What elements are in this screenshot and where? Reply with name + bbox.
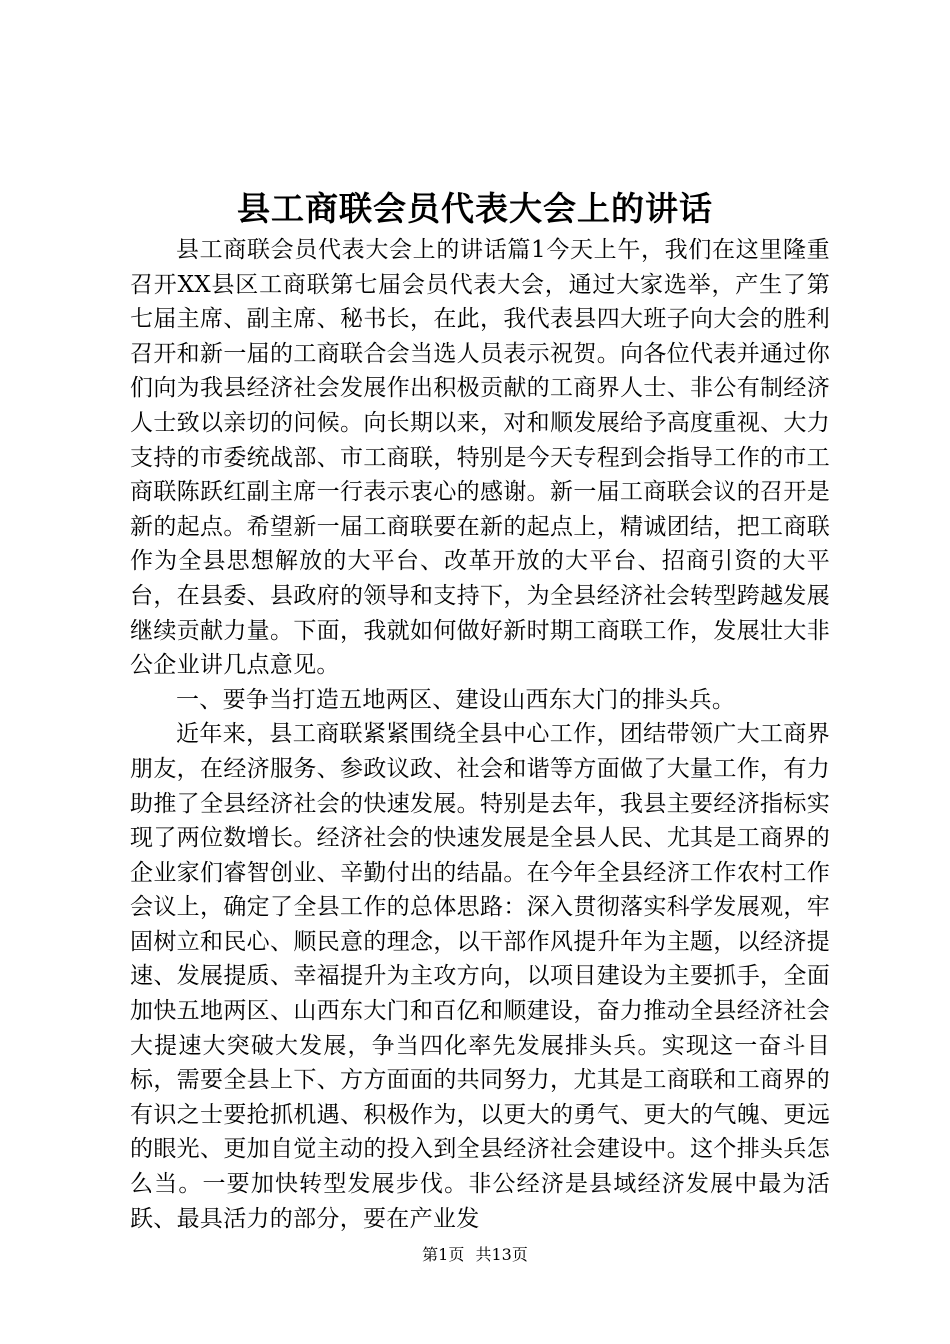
paragraph-heading-one: 一、要争当打造五地两区、建设山西东大门的排头兵。: [176, 686, 736, 713]
document-title: 县工商联会员代表大会上的讲话: [237, 189, 713, 228]
page-total: 共13页: [475, 1245, 528, 1264]
paragraph-intro: 县工商联会员代表大会上的讲话篇1今天上午，我们在这里隆重召开XX县区工商联第七届会员代表大会，通过大家选举，产生了第七届主席、副主席、秘书长，在此，我代表县四大班子向大会的胜利召开和新一届的工商联合会当选人员表示祝贺。向各位代表并通过你们向为我县经济社会发展作出积极贡献的工商界人士、非公有制经济人士致以亲切的问候。向长期以来，对和顺发展给予高度重视、大力支持的市委统战部、市工商联，特别是今天专程到会指导工作的市工商联陈跃红副主席一行表示衷心的感谢。新一届工商联会议的召开是新的起点。希望新一届工商联要在新的起点上，精诚团结，把工商联作为全县思想解放的大平台、改革开放的大平台、招商引资的大平台，在县委、县政府的领导和支持下，为全县经济社会转型跨越发展继续贡献力量。下面，我就如何做好新时期工商联工作，发展壮大非公企业讲几点意见。: [130, 237, 830, 679]
page-footer: [0, 1243, 950, 1267]
paragraph-recent-years: 近年来，县工商联紧紧围绕全县中心工作，团结带领广大工商界朋友，在经济服务、参政议政、社会和谐等方面做了大量工作，有力助推了全县经济社会的快速发展。特别是去年，我县主要经济指标实现了两位数增长。经济社会的快速发展是全县人民、尤其是工商界的企业家们睿智创业、辛勤付出的结晶。在今年全县经济工作农村工作会议上，确定了全县工作的总体思路：深入贯彻落实科学发展观，牢固树立和民心、顺民意的理念，以干部作风提升年为主题，以经济提速、发展提质、幸福提升为主攻方向，以项目建设为主要抓手，全面加快五地两区、山西东大门和百亿和顺建设，奋力推动全县经济社会大提速大突破大发展，争当四化率先发展排头兵。实现这一奋斗目标，需要全县上下、方方面面的共同努力，尤其是工商联和工商界的有识之士要抢抓机遇、积极作为，以更大的勇气、更大的气魄、更远的眼光、更加自觉主动的投入到全县经济社会建设中。这个排头兵怎么当。一要加快转型发展步伐。非公经济是县域经济发展中最为活跃、最具活力的部分，要在产业发: [130, 721, 830, 1232]
document-body: [130, 233, 830, 1236]
page-number: 第1页: [422, 1245, 465, 1264]
